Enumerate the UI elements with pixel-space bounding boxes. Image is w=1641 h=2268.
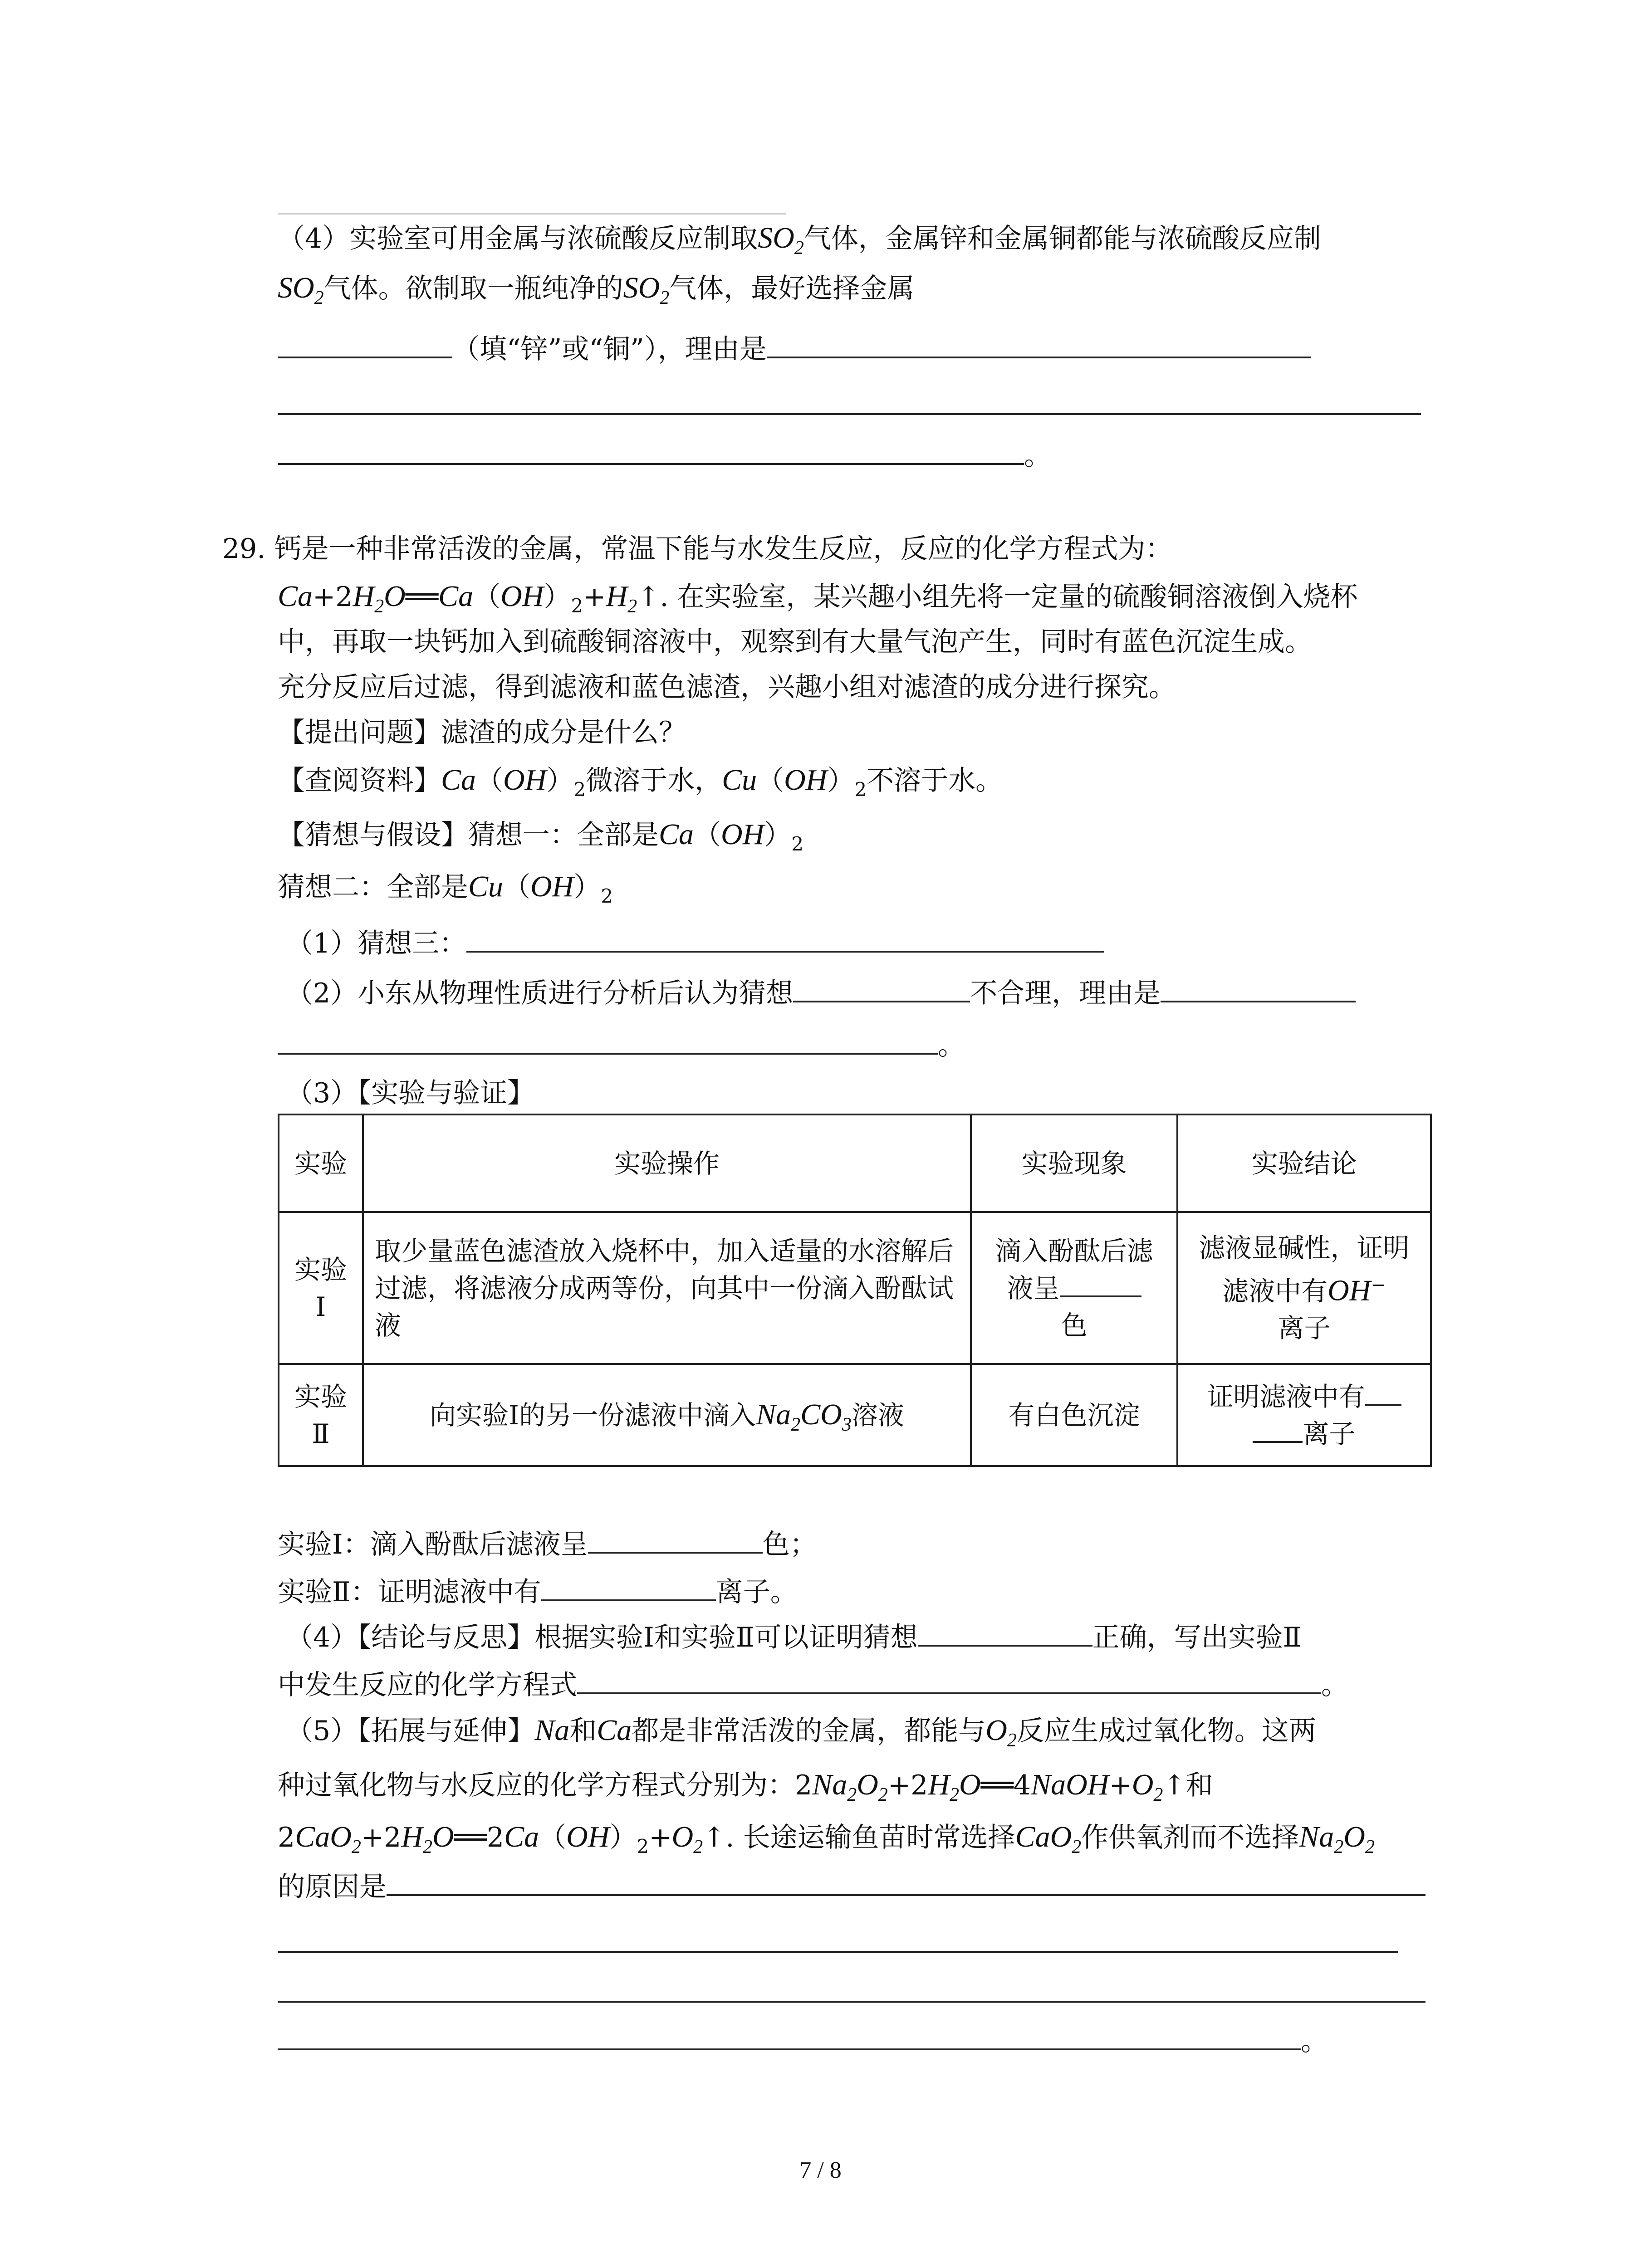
so2-formula: $SO_2$	[623, 271, 670, 308]
q29-lookup: 【查阅资料】$Ca(OH)_2$微溶于水，$Cu(OH)_2$不溶于水。	[278, 763, 1003, 801]
so2-formula: $SO_2$	[758, 221, 804, 259]
q29-answer-exp1: 实验Ⅰ：滴入酚酞后滤液呈 色；	[278, 1522, 817, 1567]
q29-part5-line1: （5）【拓展与延伸】Na和Ca都是非常活泼的金属，都能与$O_2$反应生成过氧化物。这两	[286, 1714, 1316, 1751]
row1-name: 实验Ⅰ	[279, 1212, 363, 1364]
q29-guess2: 猜想二：全部是$Cu(OH)_2$	[278, 870, 613, 907]
row1-operation: 取少量蓝色滤渣放入烧杯中，加入适量的水溶解后过滤，将滤液分成两等份，向其中一份滴入酚酞试液	[363, 1212, 971, 1364]
q29-intro-line1: 29. 钙是一种非常活泼的金属，常温下能与水发生反应，反应的化学方程式为：	[222, 533, 1173, 565]
q29-answer-line: 。	[278, 2019, 1328, 2064]
answer-blank-color[interactable]	[1060, 1272, 1141, 1297]
answer-blank-reason-end[interactable]	[278, 2020, 1301, 2050]
row2-conclusion: 证明滤液中有 离子	[1177, 1364, 1431, 1466]
answer-blank-reason[interactable]	[1161, 973, 1356, 1002]
answer-blank-metal[interactable]	[278, 328, 452, 358]
row2-operation: 向实验Ⅰ的另一份滤液中滴入$Na_2CO_3$溶液	[363, 1364, 971, 1466]
q29-guess1: 【猜想与假设】猜想一：全部是$Ca(OH)_2$	[278, 818, 804, 855]
row1-conclusion: 滤液显碱性，证明滤液中有OH− 离子	[1177, 1212, 1431, 1364]
q29-part5-line4: 的原因是	[278, 1864, 1425, 1910]
q29-intro-line4: 充分反应后过滤，得到滤液和蓝色滤渣，兴趣小组对滤渣的成分进行探究。	[278, 671, 1176, 703]
table-row	[279, 1212, 1431, 1364]
answer-blank-ion[interactable]	[1365, 1380, 1401, 1406]
answer-blank-reason[interactable]	[767, 328, 1311, 358]
experiment-table	[278, 1114, 1432, 1467]
answer-blank-guess3[interactable]	[466, 923, 1104, 953]
q29-equation-line: $Ca+2H_2O══Ca(OH)_2+H_2↑$. 在实验室，某兴趣小组先将一定量的硫酸铜溶液倒入烧杯	[278, 580, 1358, 617]
q29-answer-exp2: 实验Ⅱ：证明滤液中有 离子。	[278, 1569, 798, 1615]
q29-part1: （1）猜想三：	[286, 921, 1104, 966]
answer-blank-reason-cont[interactable]	[278, 1973, 1425, 2003]
q29-part4: （4）【结论与反思】根据实验Ⅰ和实验Ⅱ可以证明猜想 正确，写出实验Ⅱ	[286, 1615, 1301, 1660]
answer-blank-guess-num[interactable]	[793, 973, 970, 1002]
q29-part2: （2）小东从物理性质进行分析后认为猜想 不合理，理由是	[286, 971, 1356, 1016]
q28-part4-line1: （4）实验室可用金属与浓硫酸反应制取$SO_2$气体，金属锌和金属铜都能与浓硫酸反应制	[278, 221, 1321, 259]
answer-blank-reason-cont[interactable]	[278, 1025, 938, 1055]
answer-blank-guess-correct[interactable]	[918, 1617, 1092, 1647]
header-phenomenon: 实验现象	[971, 1114, 1177, 1212]
page-number: 7 / 8	[799, 2157, 842, 2183]
header-conclusion: 实验结论	[1177, 1114, 1431, 1212]
q29-part5-line2: 种过氧化物与水反应的化学方程式分别为：$2Na_2O_2+2H_2O══4NaOH+O_2↑$和	[278, 1768, 1213, 1805]
header-operation: 实验操作	[363, 1114, 971, 1212]
row1-phenomenon: 滴入酚酞后滤液呈 色	[971, 1212, 1177, 1364]
answer-blank-equation[interactable]	[577, 1664, 1321, 1694]
q29-part3-title: （3）【实验与验证】	[286, 1077, 535, 1109]
table-header-row	[279, 1114, 1431, 1212]
q28-answer-line	[278, 383, 1421, 429]
answer-blank-reason-cont[interactable]	[278, 385, 1421, 415]
answer-blank-reason[interactable]	[387, 1866, 1425, 1896]
header-experiment: 实验	[279, 1114, 363, 1212]
row2-name: 实验Ⅱ	[279, 1364, 363, 1466]
q28-part4-line2: $SO_2$气体。欲制取一瓶纯净的$SO_2$气体，最好选择金属	[278, 271, 915, 308]
answer-blank-reason-end[interactable]	[278, 435, 1024, 465]
q29-question: 【提出问题】滤渣的成分是什么？	[278, 717, 686, 748]
so2-formula: $SO_2$	[278, 271, 324, 308]
q28-part4-line3: （填“锌”或“铜”），理由是	[278, 327, 1311, 372]
answer-blank-ion[interactable]	[541, 1571, 716, 1601]
answer-blank-ion-cont[interactable]	[1253, 1418, 1303, 1443]
table-row	[279, 1364, 1431, 1466]
q29-part5-line3: $2CaO_2+2H_2O══2Ca(OH)_2+O_2↑$. 长途运输鱼苗时常选择CaO$_2$作供氧剂而不选择$Na_2O_2$	[278, 1820, 1375, 1857]
q29-part4-cont: 中发生反应的化学方程式 。	[278, 1662, 1348, 1708]
row2-phenomenon: 有白色沉淀	[971, 1364, 1177, 1466]
section-divider	[278, 213, 786, 215]
q29-intro-line3: 中，再取一块钙加入到硫酸铜溶液中，观察到有大量气泡产生，同时有蓝色沉淀生成。	[278, 626, 1312, 658]
answer-blank-reason-cont[interactable]	[278, 1923, 1398, 1953]
answer-blank-color[interactable]	[588, 1524, 763, 1554]
q29-answer-line	[278, 1971, 1425, 2016]
q29-answer-line	[278, 1921, 1398, 1966]
q29-part2-cont: 。	[278, 1023, 965, 1068]
q28-answer-line: 。	[278, 433, 1051, 479]
